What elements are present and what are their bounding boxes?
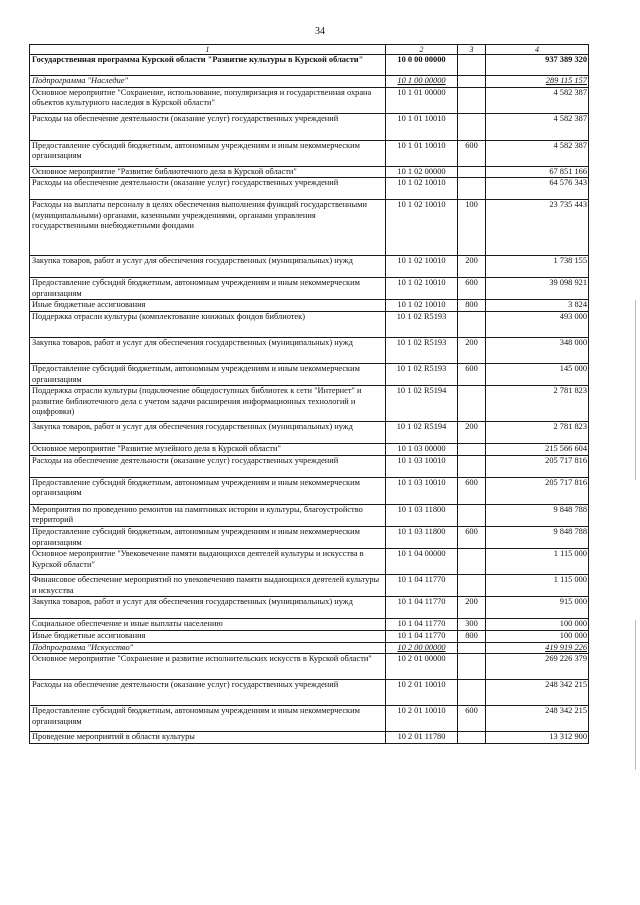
amount-cell: 64 576 343 [486, 178, 589, 200]
item-name-cell: Проведение мероприятий в области культуры [30, 732, 386, 744]
item-name-cell: Поддержка отрасли культуры (подключение общедоступных библиотек к сети "Интернет" и развитие библиотечного дела с учетом задачи расширения информационных технологий и оцифровки) [30, 386, 386, 422]
table-row [30, 386, 589, 422]
code-cell: 10 1 01 10010 [386, 113, 458, 140]
header-cell-1: 1 [30, 45, 386, 55]
code-cell: 10 1 02 10010 [386, 300, 458, 312]
table-row [30, 630, 589, 642]
amount-cell: 289 115 157 [486, 76, 589, 88]
code-cell: 10 1 03 10010 [386, 477, 458, 504]
item-name-cell: Социальное обеспечение и иные выплаты населению [30, 619, 386, 631]
code-cell: 10 1 02 R5193 [386, 363, 458, 385]
type-cell: 200 [458, 256, 486, 278]
type-cell [458, 444, 486, 456]
type-cell [458, 654, 486, 680]
code-cell: 10 1 03 10010 [386, 455, 458, 477]
code-cell: 10 1 04 11770 [386, 575, 458, 597]
table-row [30, 642, 589, 654]
header-cell-2: 2 [386, 45, 458, 55]
amount-cell: 419 919 226 [486, 642, 589, 654]
amount-cell: 4 582 387 [486, 140, 589, 166]
amount-cell: 248 342 215 [486, 706, 589, 732]
code-cell: 10 1 00 00000 [386, 76, 458, 88]
code-cell: 10 2 01 10010 [386, 680, 458, 706]
code-cell: 10 1 02 R5193 [386, 337, 458, 363]
item-name-cell: Предоставление субсидий бюджетным, автономным учреждениям и иным некоммерческим организациям [30, 140, 386, 166]
header-cell-4: 4 [486, 45, 589, 55]
item-name-cell: Основное мероприятие "Сохранение и развитие исполнительских искусств в Курской области" [30, 654, 386, 680]
amount-cell: 205 717 816 [486, 477, 589, 504]
item-name-cell: Предоставление субсидий бюджетным, автономным учреждениям и иным некоммерческим организациям [30, 363, 386, 385]
item-name-cell: Закупка товаров, работ и услуг для обеспечения государственных (муниципальных) нужд [30, 597, 386, 619]
type-cell [458, 732, 486, 744]
amount-cell: 493 000 [486, 311, 589, 337]
code-cell: 10 2 01 00000 [386, 654, 458, 680]
type-cell: 800 [458, 300, 486, 312]
amount-cell: 269 226 379 [486, 654, 589, 680]
table-row [30, 422, 589, 444]
item-name-cell: Основное мероприятие "Развитие библиотечного дела в Курской области" [30, 166, 386, 178]
table-row [30, 455, 589, 477]
code-cell: 10 1 03 11800 [386, 504, 458, 526]
type-cell: 200 [458, 597, 486, 619]
amount-cell: 145 000 [486, 363, 589, 385]
type-cell [458, 386, 486, 422]
item-name-cell: Мероприятия по проведению ремонтов на памятниках истории и культуры, благоустройство территорий [30, 504, 386, 526]
header-cell-3: 3 [458, 45, 486, 55]
type-cell: 600 [458, 140, 486, 166]
type-cell [458, 642, 486, 654]
table-row [30, 166, 589, 178]
code-cell: 10 1 02 10010 [386, 278, 458, 300]
table-row [30, 178, 589, 200]
item-name-cell: Финансовое обеспечение мероприятий по увековечению памяти выдающихся деятелей культуры и искусства [30, 575, 386, 597]
table-row [30, 619, 589, 631]
table-row [30, 337, 589, 363]
type-cell [458, 575, 486, 597]
table-row [30, 477, 589, 504]
type-cell: 300 [458, 619, 486, 631]
item-name-cell: Иные бюджетные ассигнования [30, 300, 386, 312]
type-cell [458, 311, 486, 337]
type-cell: 200 [458, 422, 486, 444]
code-cell: 10 2 01 11780 [386, 732, 458, 744]
type-cell [458, 680, 486, 706]
item-name-cell: Закупка товаров, работ и услуг для обеспечения государственных (муниципальных) нужд [30, 422, 386, 444]
code-cell: 10 1 02 10010 [386, 200, 458, 256]
item-name-cell: Предоставление субсидий бюджетным, автономным учреждениям и иным некоммерческим организациям [30, 706, 386, 732]
table-row [30, 575, 589, 597]
code-cell: 10 2 01 10010 [386, 706, 458, 732]
code-cell: 10 1 03 00000 [386, 444, 458, 456]
amount-cell: 9 848 788 [486, 504, 589, 526]
amount-cell: 4 582 387 [486, 87, 589, 113]
table-row [30, 597, 589, 619]
table-row [30, 444, 589, 456]
table-row [30, 200, 589, 256]
table-row [30, 140, 589, 166]
type-cell [458, 504, 486, 526]
item-name-cell: Подпрограмма "Искусство" [30, 642, 386, 654]
amount-cell: 23 735 443 [486, 200, 589, 256]
amount-cell: 205 717 816 [486, 455, 589, 477]
amount-cell: 2 781 823 [486, 386, 589, 422]
amount-cell: 67 851 166 [486, 166, 589, 178]
amount-cell: 3 824 [486, 300, 589, 312]
type-cell: 600 [458, 278, 486, 300]
table-row [30, 256, 589, 278]
item-name-cell: Расходы на обеспечение деятельности (оказание услуг) государственных учреждений [30, 680, 386, 706]
amount-cell: 248 342 215 [486, 680, 589, 706]
page-number: 34 [315, 26, 325, 37]
type-cell: 200 [458, 337, 486, 363]
item-name-cell: Основное мероприятие "Увековечение памяти выдающихся деятелей культуры и искусства в Курской области" [30, 549, 386, 575]
code-cell: 10 1 04 11770 [386, 619, 458, 631]
item-name-cell: Предоставление субсидий бюджетным, автономным учреждениям и иным некоммерческим организациям [30, 278, 386, 300]
code-cell: 10 1 01 00000 [386, 87, 458, 113]
table-row [30, 87, 589, 113]
amount-cell: 348 000 [486, 337, 589, 363]
type-cell: 800 [458, 630, 486, 642]
item-name-cell: Предоставление субсидий бюджетным, автономным учреждениям и иным некоммерческим организациям [30, 526, 386, 548]
amount-cell: 39 098 921 [486, 278, 589, 300]
amount-cell: 215 566 604 [486, 444, 589, 456]
code-cell: 10 1 02 R5194 [386, 386, 458, 422]
code-cell: 10 1 02 R5194 [386, 422, 458, 444]
amount-cell: 2 781 823 [486, 422, 589, 444]
budget-table [29, 44, 589, 744]
type-cell: 600 [458, 526, 486, 548]
table-row [30, 363, 589, 385]
item-name-cell: Закупка товаров, работ и услуг для обеспечения государственных (муниципальных) нужд [30, 337, 386, 363]
item-name-cell: Поддержка отрасли культуры (комплектование книжных фондов библиотек) [30, 311, 386, 337]
table-row [30, 732, 589, 744]
margin-mark [635, 620, 636, 770]
code-cell: 10 1 02 10010 [386, 256, 458, 278]
table-row [30, 706, 589, 732]
type-cell [458, 76, 486, 88]
code-cell: 10 2 00 00000 [386, 642, 458, 654]
amount-cell: 13 312 900 [486, 732, 589, 744]
code-cell: 10 1 03 11800 [386, 526, 458, 548]
table-row [30, 300, 589, 312]
item-name-cell: Подпрограмма "Наследие" [30, 76, 386, 88]
item-name-cell: Предоставление субсидий бюджетным, автономным учреждениям и иным некоммерческим организациям [30, 477, 386, 504]
code-cell: 10 0 00 00000 [386, 55, 458, 76]
amount-cell: 1 115 000 [486, 549, 589, 575]
table-row [30, 504, 589, 526]
type-cell [458, 87, 486, 113]
type-cell [458, 549, 486, 575]
type-cell: 600 [458, 477, 486, 504]
code-cell: 10 1 04 11770 [386, 630, 458, 642]
type-cell [458, 113, 486, 140]
code-cell: 10 1 01 10010 [386, 140, 458, 166]
type-cell: 100 [458, 200, 486, 256]
table-row [30, 549, 589, 575]
code-cell: 10 1 04 00000 [386, 549, 458, 575]
header-row [30, 45, 589, 55]
table-body [30, 45, 589, 744]
table-row [30, 278, 589, 300]
amount-cell: 937 389 320 [486, 55, 589, 76]
item-name-cell: Расходы на обеспечение деятельности (оказание услуг) государственных учреждений [30, 178, 386, 200]
item-name-cell: Основное мероприятие "Сохранение, использование, популяризация и государственная охрана объектов культурного наследия в Курской области" [30, 87, 386, 113]
margin-mark [635, 300, 636, 480]
item-name-cell: Государственная программа Курской области "Развитие культуры в Курской области" [30, 55, 386, 76]
item-name-cell: Иные бюджетные ассигнования [30, 630, 386, 642]
table-row [30, 654, 589, 680]
item-name-cell: Расходы на обеспечение деятельности (оказание услуг) государственных учреждений [30, 113, 386, 140]
item-name-cell: Основное мероприятие "Развитие музейного дела в Курской области" [30, 444, 386, 456]
table-row [30, 55, 589, 76]
table-row [30, 526, 589, 548]
amount-cell: 915 000 [486, 597, 589, 619]
table-row [30, 76, 589, 88]
type-cell: 600 [458, 706, 486, 732]
amount-cell: 9 848 788 [486, 526, 589, 548]
amount-cell: 1 738 155 [486, 256, 589, 278]
type-cell [458, 455, 486, 477]
code-cell: 10 1 02 00000 [386, 166, 458, 178]
type-cell: 600 [458, 363, 486, 385]
amount-cell: 100 000 [486, 619, 589, 631]
type-cell [458, 166, 486, 178]
amount-cell: 1 115 000 [486, 575, 589, 597]
type-cell [458, 178, 486, 200]
amount-cell: 4 582 387 [486, 113, 589, 140]
code-cell: 10 1 02 R5193 [386, 311, 458, 337]
amount-cell: 100 000 [486, 630, 589, 642]
item-name-cell: Расходы на обеспечение деятельности (оказание услуг) государственных учреждений [30, 455, 386, 477]
code-cell: 10 1 04 11770 [386, 597, 458, 619]
table-row [30, 113, 589, 140]
table-row [30, 311, 589, 337]
table-row [30, 680, 589, 706]
item-name-cell: Закупка товаров, работ и услуг для обеспечения государственных (муниципальных) нужд [30, 256, 386, 278]
type-cell [458, 55, 486, 76]
item-name-cell: Расходы на выплаты персоналу в целях обеспечения выполнения функций государственными (муниципальными) органами, казенными учреждениями, органами управления государственными внебюджетными фондами [30, 200, 386, 256]
code-cell: 10 1 02 10010 [386, 178, 458, 200]
